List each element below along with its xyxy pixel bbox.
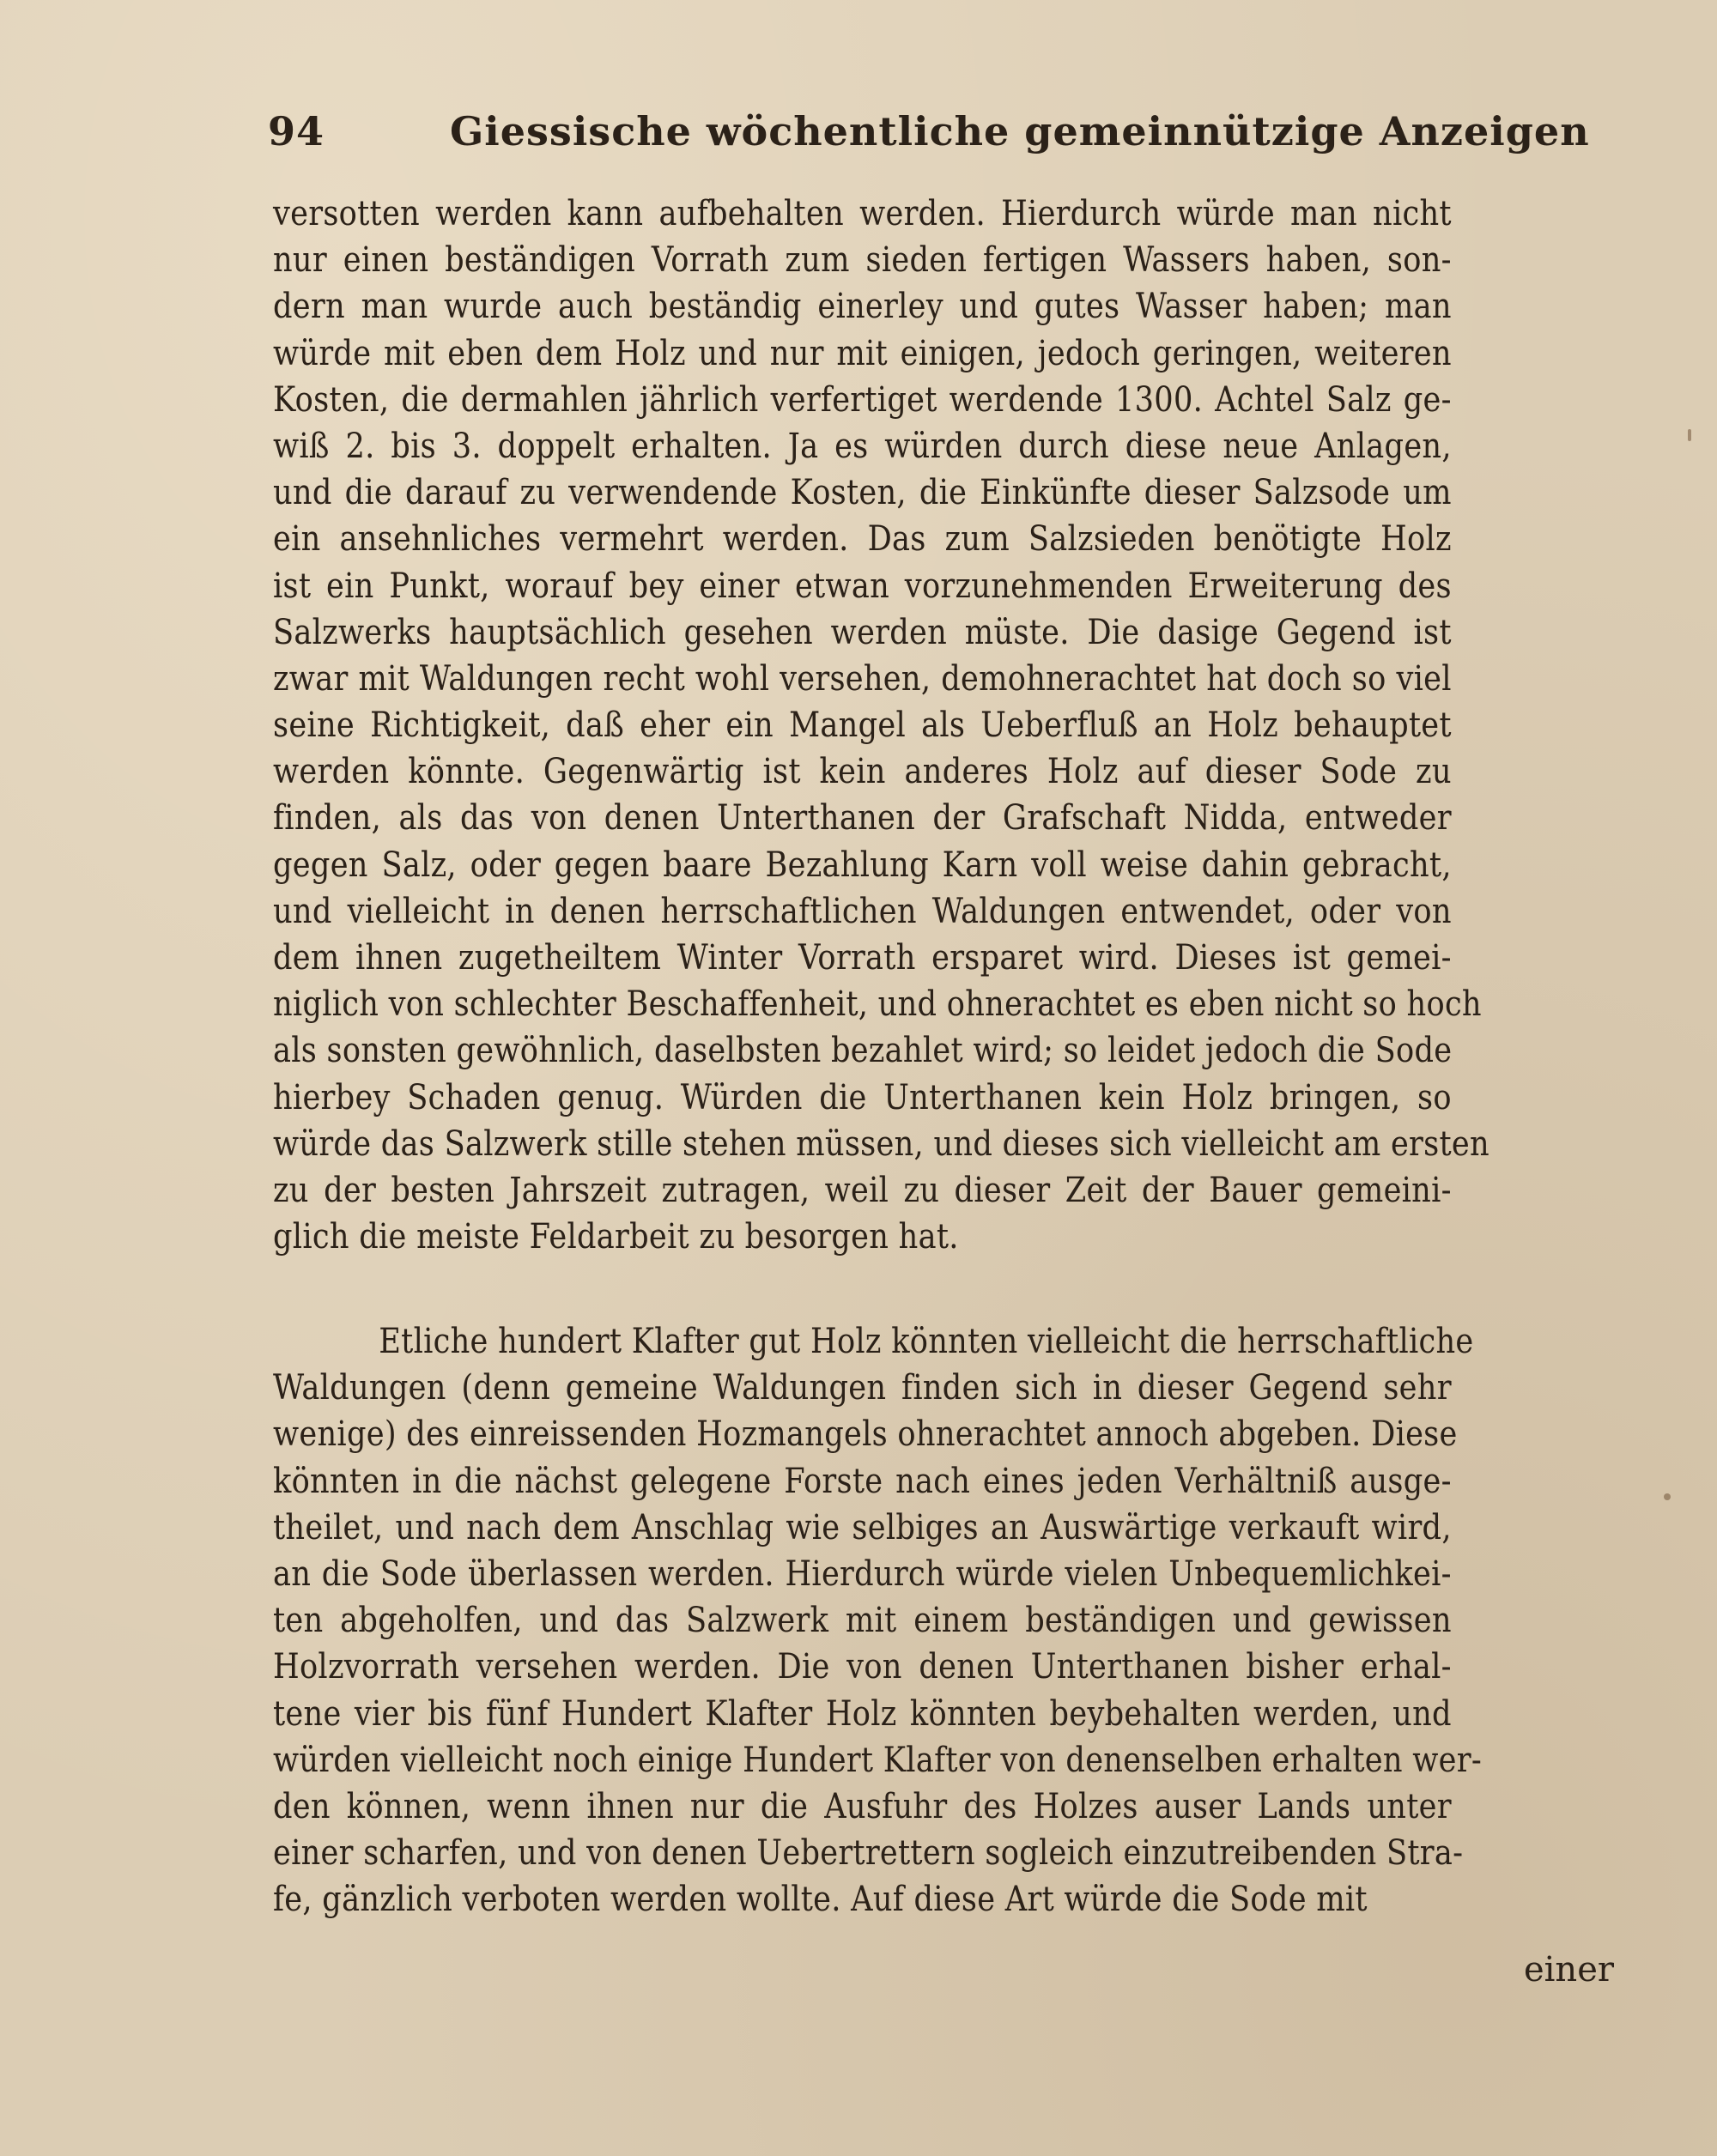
paragraph-2-line: einer scharfen, und von denen Uebertrettern sogleich einzutreibenden Stra-	[273, 1833, 1464, 1874]
paragraph-1-line: versotten werden kann aufbehalten werden. Hierdurch würde man nicht	[273, 194, 1452, 233]
paragraph-1-line: und die darauf zu verwendende Kosten, die Einkünfte dieser Salzsode um	[273, 473, 1452, 513]
paragraph-1-line: Salzwerks hauptsächlich gesehen werden müste. Die dasige Gegend ist	[273, 612, 1452, 652]
catchword: einer	[1523, 1950, 1614, 1989]
page-number: 94	[268, 108, 325, 154]
paragraph-2-line: könnten in die nächst gelegene Forste nach eines jeden Verhältniß ausge-	[273, 1461, 1452, 1501]
paragraph-2-line: tene vier bis fünf Hundert Klafter Holz könnten beybehalten werden, und	[273, 1693, 1452, 1734]
paragraph-1-line: gegen Salz, oder gegen baare Bezahlung Karn voll weise dahin gebracht,	[273, 845, 1452, 885]
paragraph-1-line: zu der besten Jahrszeit zutragen, weil zu dieser Zeit der Bauer gemeini-	[273, 1170, 1452, 1210]
paragraph-1-line: niglich von schlechter Beschaffenheit, und ohnerachtet es eben nicht so hoch	[273, 984, 1482, 1025]
paragraph-1	[273, 191, 1612, 1260]
ink-mark	[1688, 429, 1691, 441]
paragraph-1-line: Kosten, die dermahlen jährlich verfertiget werdende 1300. Achtel Salz ge-	[273, 379, 1452, 420]
paragraph-2-line: ten abgeholfen, und das Salzwerk mit einem beständigen und gewissen	[273, 1601, 1452, 1641]
paragraph-2-line: den können, wenn ihnen nur die Ausfuhr des Holzes auser Lands unter	[273, 1786, 1452, 1826]
paragraph-2-line: an die Sode überlassen werden. Hierdurch würde vielen Unbequemlichkei-	[273, 1553, 1452, 1594]
paragraph-1-line: dem ihnen zugetheiltem Winter Vorrath ersparet wird. Dieses ist gemei-	[273, 938, 1452, 978]
paragraph-2-line: Waldungen (denn gemeine Waldungen finden sich in dieser Gegend sehr	[273, 1368, 1452, 1408]
paragraph-2-line: theilet, und nach dem Anschlag wie selbiges an Auswärtige verkauft wird,	[273, 1507, 1452, 1547]
paragraph-2-line: Etliche hundert Klafter gut Holz könnten vielleicht die herrschaftliche	[379, 1322, 1474, 1361]
paragraph-1-line: zwar mit Waldungen recht wohl versehen, demohnerachtet hat doch so viel	[273, 658, 1452, 699]
paragraph-2-line: wenige) des einreissenden Hozmangels ohnerachtet annoch abgeben. Diese	[273, 1414, 1458, 1455]
paragraph-2-line: Holzvorrath versehen werden. Die von denen Unterthanen bisher erhal-	[273, 1647, 1452, 1687]
running-title: Giessische wöchentliche gemeinnützige Anzeigen	[450, 108, 1590, 154]
ink-spot	[1664, 1493, 1671, 1500]
paragraph-1-line: nur einen beständigen Vorrath zum sieden fertigen Wassers haben, son-	[273, 240, 1452, 281]
paragraph-1-line: wiß 2. bis 3. doppelt erhalten. Ja es würden durch diese neue Anlagen,	[273, 426, 1452, 466]
page-header	[268, 108, 1590, 168]
paragraph-1-line: finden, als das von denen Unterthanen der Grafschaft Nidda, entweder	[273, 798, 1452, 839]
paragraph-1-line: hierbey Schaden genug. Würden die Unterthanen kein Holz bringen, so	[273, 1077, 1452, 1117]
paragraph-1-line: würde mit eben dem Holz und nur mit einigen, jedoch geringen, weiteren	[273, 333, 1452, 373]
paragraph-1-line: werden könnte. Gegenwärtig ist kein anderes Holz auf dieser Sode zu	[273, 752, 1452, 792]
paragraph-1-line: würde das Salzwerk stille stehen müssen, und dieses sich vielleicht am ersten	[273, 1123, 1489, 1164]
paragraph-2-line: würden vielleicht noch einige Hundert Klafter von denenselben erhalten wer-	[273, 1740, 1483, 1780]
paragraph-1-line: ein ansehnliches vermehrt werden. Das zum Salzsieden benötigte Holz	[273, 519, 1452, 560]
paragraph-1-line: glich die meiste Feldarbeit zu besorgen hat.	[273, 1217, 959, 1257]
paragraph-1-line: dern man wurde auch beständig einerley und gutes Wasser haben; man	[273, 287, 1452, 327]
paragraph-1-line: seine Richtigkeit, daß eher ein Mangel als Ueberfluß an Holz behauptet	[273, 706, 1452, 746]
paragraph-2	[273, 1318, 1612, 1923]
paragraph-2-line: fe, gänzlich verboten werden wollte. Auf diese Art würde die Sode mit	[273, 1880, 1368, 1920]
paragraph-1-line: und vielleicht in denen herrschaftlichen Waldungen entwendet, oder von	[273, 891, 1452, 931]
paragraph-1-line: ist ein Punkt, worauf bey einer etwan vorzunehmenden Erweiterung des	[273, 566, 1452, 606]
paragraph-1-line: als sonsten gewöhnlich, daselbsten bezahlet wird; so leidet jedoch die Sode	[273, 1031, 1453, 1071]
